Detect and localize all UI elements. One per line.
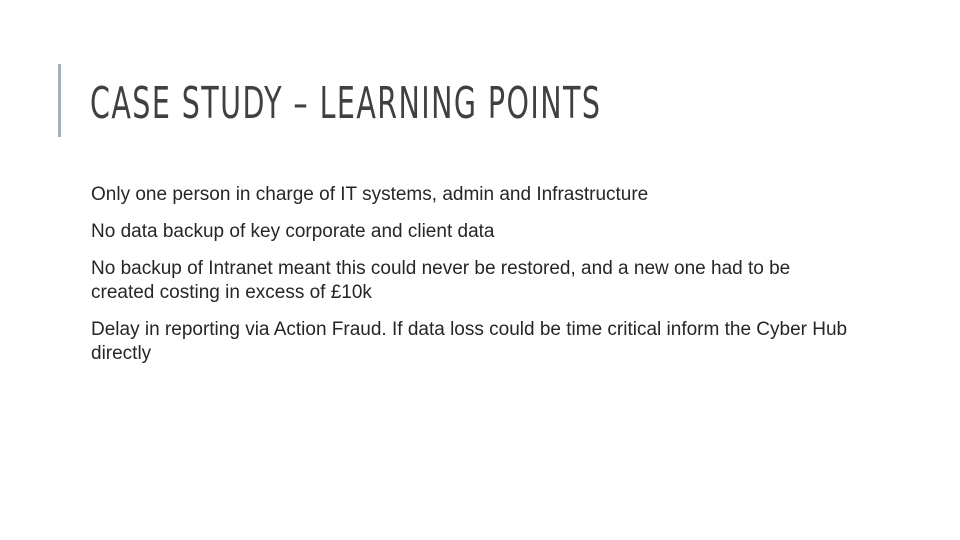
bullet-item: Delay in reporting via Action Fraud. If data loss could be time critical inform the Cyber Hub directly	[91, 319, 848, 364]
bullet-item: No data backup of key corporate and client data	[91, 221, 495, 242]
bullet-item: No backup of Intranet meant this could never be restored, and a new one had to be created costing in excess of £10k	[91, 258, 791, 303]
bullet-list	[91, 183, 851, 379]
bullet-item: Only one person in charge of IT systems, admin and Infrastructure	[91, 184, 649, 205]
title-accent-bar	[58, 64, 61, 137]
slide-title: CASE STUDY – LEARNING POINTS	[90, 78, 602, 129]
